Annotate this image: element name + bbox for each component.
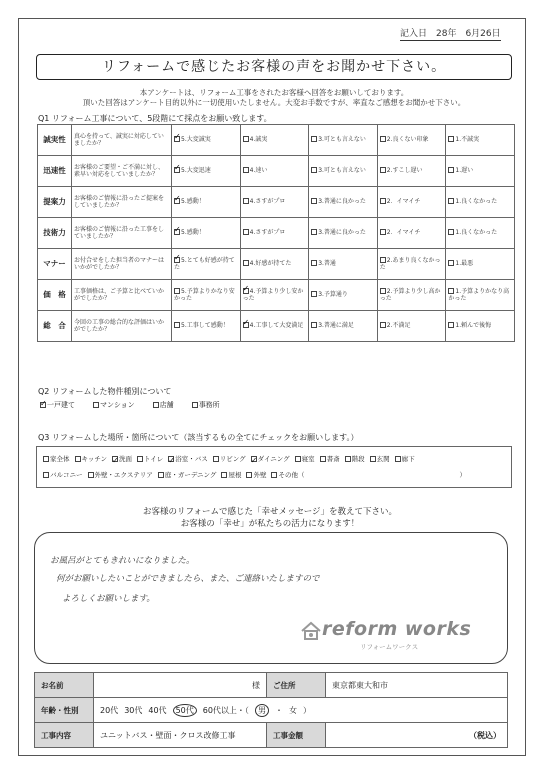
checkbox-icon[interactable]	[174, 288, 180, 294]
amount-value: （税込）	[326, 723, 508, 748]
q1-option-label: 5.感動！	[181, 229, 205, 237]
checkbox-icon[interactable]	[243, 229, 249, 235]
q1-option-label: 2．イマイチ	[386, 229, 421, 237]
q3-option-label: 外壁	[253, 471, 267, 479]
checkbox-icon[interactable]	[448, 167, 454, 173]
intro-line: 頂いた回答はアンケート目的以外に一切使用いたしません。大変お手数ですが、率直なご感想をお聞かせ下さい。	[82, 98, 466, 107]
q1-row-question: 真心を持って、誠実に対応していましたか？	[72, 125, 172, 156]
q3-line-2	[43, 467, 505, 483]
q3-option[interactable]	[345, 455, 365, 463]
customer-info-table	[34, 672, 508, 748]
q1-option-label: 2.良くない印象	[386, 136, 429, 144]
checkbox-icon[interactable]	[395, 456, 401, 462]
checkbox-icon[interactable]	[43, 472, 49, 478]
q3-option[interactable]	[271, 471, 304, 479]
checkbox-icon[interactable]	[380, 136, 386, 142]
q1-option[interactable]	[446, 280, 515, 311]
checkbox-icon[interactable]	[271, 472, 277, 478]
checkbox-icon[interactable]	[311, 167, 317, 173]
q2-option-label: 事務所	[198, 401, 220, 409]
work-label: 工事内容	[35, 723, 94, 748]
checkbox-icon[interactable]	[380, 288, 386, 294]
q1-option[interactable]	[240, 311, 309, 342]
company-logo-sub: リフォームワークス	[360, 643, 419, 651]
q3-option[interactable]	[251, 455, 290, 463]
q1-option-label: 2.予算より少し高かった	[379, 287, 441, 302]
q1-row	[38, 280, 515, 311]
house-logo-icon	[300, 621, 322, 645]
q1-row-question: 今回の工事の総合的な評価はいかがでしたか？	[72, 311, 172, 342]
message-intro-line: お客様の「幸せ」が私たちの活力になります！	[180, 519, 360, 529]
checkbox-icon[interactable]	[174, 322, 180, 328]
checked-checkbox-icon[interactable]	[40, 402, 46, 408]
q1-option[interactable]	[172, 218, 241, 249]
q1-option-label: 5.大変迅速	[181, 167, 211, 175]
q3-option-label: 家全体	[50, 455, 70, 463]
checkbox-icon[interactable]	[345, 456, 351, 462]
q1-row-label: マナー	[38, 249, 72, 280]
q3-option-label: 寝室	[301, 455, 315, 463]
name-value: 様	[94, 673, 267, 698]
q1-row-question: 工事価格は、ご予算と比べていかがでしたか？	[72, 280, 172, 311]
q3-option[interactable]	[75, 455, 108, 463]
checkbox-icon[interactable]	[311, 229, 317, 235]
q1-row	[38, 125, 515, 156]
checkbox-icon[interactable]	[448, 136, 454, 142]
q1-option[interactable]	[446, 125, 515, 156]
q1-option[interactable]	[377, 280, 446, 311]
q1-option-label: 3.普通に良かった	[318, 229, 366, 237]
q1-option[interactable]	[172, 125, 241, 156]
q1-option[interactable]	[377, 311, 446, 342]
age-option: 40代	[148, 705, 167, 715]
q1-row-label: 迅速性	[38, 156, 72, 187]
q1-option[interactable]	[172, 187, 241, 218]
q1-option[interactable]	[377, 156, 446, 187]
q1-option-label: 5.とても好感が持てた	[174, 256, 235, 271]
q3-option[interactable]	[168, 455, 208, 463]
page-title: リフォームで感じたお客様の声をお聞かせ下さい。	[36, 54, 512, 80]
q1-option[interactable]	[172, 249, 241, 280]
q1-option[interactable]	[446, 218, 515, 249]
q1-row	[38, 249, 515, 280]
q1-row-question: お付合せをした担当者のマナーはいかがでしたか？	[72, 249, 172, 280]
q3-option[interactable]	[213, 455, 246, 463]
q1-rating-table	[37, 124, 515, 342]
q3-other-close: ）	[459, 471, 466, 479]
q1-option[interactable]	[172, 280, 241, 311]
checkbox-icon[interactable]	[380, 229, 386, 235]
checkbox-icon[interactable]	[243, 260, 249, 266]
q1-option-label: 5.工事して感動！	[181, 322, 229, 330]
checkbox-icon[interactable]	[243, 136, 249, 142]
age-label: 年齢・性別	[35, 698, 94, 723]
q1-option[interactable]	[240, 280, 309, 311]
checkbox-icon[interactable]	[311, 136, 317, 142]
q1-option[interactable]	[377, 125, 446, 156]
q1-option[interactable]	[377, 218, 446, 249]
q1-option[interactable]	[377, 249, 446, 280]
q3-option[interactable]	[43, 455, 70, 463]
q1-option-label: 5.感動！	[181, 198, 205, 206]
age-option: 20代	[100, 705, 119, 715]
q1-option-label: 1.良くなかった	[455, 198, 498, 206]
q1-option-label: 1.遅い	[455, 167, 474, 175]
q1-option[interactable]	[240, 125, 309, 156]
checked-checkbox-icon[interactable]	[174, 198, 180, 204]
q1-option-label: 4.さすがプロ	[249, 229, 286, 237]
checkbox-icon[interactable]	[320, 456, 326, 462]
q1-row-label: 技術力	[38, 218, 72, 249]
checkbox-icon[interactable]	[243, 167, 249, 173]
age-option: ）	[302, 705, 311, 715]
age-option-selected: 50代	[173, 704, 197, 717]
age-option: 60代以上・（	[202, 705, 249, 715]
q3-option[interactable]	[43, 471, 83, 479]
checkbox-icon[interactable]	[192, 402, 198, 408]
q1-row-label: 提案力	[38, 187, 72, 218]
checked-checkbox-icon[interactable]	[112, 456, 118, 462]
q1-row-question: お客様のご要望・ご不満に対し、素早い対応をしていましたか？	[72, 156, 172, 187]
q3-option-label: 書斎	[326, 455, 340, 463]
q1-option-label: 4.さすがプロ	[249, 198, 286, 206]
q1-option-label: 4.予算より少し安かった	[242, 287, 304, 302]
q1-option[interactable]	[240, 187, 309, 218]
checkbox-icon[interactable]	[221, 472, 227, 478]
age-option: 30代	[124, 705, 143, 715]
checkbox-icon[interactable]	[380, 198, 386, 204]
checkbox-icon[interactable]	[311, 291, 317, 297]
q3-option[interactable]	[395, 455, 415, 463]
q3-options	[36, 446, 512, 488]
checkbox-icon[interactable]	[380, 257, 386, 263]
checkbox-icon[interactable]	[311, 260, 317, 266]
q3-option-label: キッチン	[81, 455, 108, 463]
q1-row-label: 誠実性	[38, 125, 72, 156]
q1-option[interactable]	[240, 218, 309, 249]
handwritten-line: お風呂がとてもきれいになりました。	[50, 556, 195, 566]
q1-option-label: 3.可とも言えない	[318, 167, 366, 175]
q1-option-label: 4.工事して大変満足	[249, 322, 304, 330]
q2-option-label: マンション	[100, 401, 135, 409]
q1-option[interactable]	[309, 311, 378, 342]
q1-row-question: お客様のご情報に沿ったご提案をしていましたか？	[72, 187, 172, 218]
checked-checkbox-icon[interactable]	[174, 136, 180, 142]
q3-option[interactable]	[112, 455, 132, 463]
q1-option[interactable]	[446, 187, 515, 218]
q1-option-label: 4.速い	[249, 167, 268, 175]
checkbox-icon[interactable]	[43, 456, 49, 462]
q1-option-label: 2.あまり良くなかった	[379, 256, 441, 271]
q1-option-label: 4.好感が持てた	[249, 260, 292, 268]
work-value: ユニットバス・壁面・クロス改修工事	[94, 723, 267, 748]
age-option: 女	[288, 705, 297, 715]
q1-option[interactable]	[309, 218, 378, 249]
q2-option-label: 一戸建て	[47, 401, 75, 409]
q1-row	[38, 311, 515, 342]
message-intro	[40, 506, 500, 530]
q1-option[interactable]	[309, 187, 378, 218]
checkbox-icon[interactable]	[448, 260, 454, 266]
q2-options	[40, 400, 238, 410]
age-option: ・	[274, 705, 283, 715]
q3-heading: Q3 リフォームした場所・箇所について（該当するもの全てにチェックをお願いします。）	[38, 433, 359, 442]
q3-option-label: 廊下	[401, 455, 415, 463]
handwritten-line: よろしくお願いします。	[62, 594, 155, 604]
q2-option-label: 店舗	[159, 401, 174, 409]
checkbox-icon[interactable]	[93, 402, 99, 408]
checkbox-icon[interactable]	[448, 229, 454, 235]
q1-option-label: 4.誠実	[249, 136, 268, 144]
handwritten-line: 何がお願いしたいことができましたら、また、ご連絡いたしますので	[56, 574, 320, 584]
checked-checkbox-icon[interactable]	[174, 229, 180, 235]
age-options	[94, 698, 508, 723]
q1-option[interactable]	[309, 280, 378, 311]
checkbox-icon[interactable]	[370, 456, 376, 462]
entry-date: 記入日 28年 6月26日	[400, 26, 501, 41]
checkbox-icon[interactable]	[158, 472, 164, 478]
q1-option-label: 5.予算よりかなり安かった	[174, 287, 235, 302]
q3-option-label: 庭・ガーデニング	[164, 471, 217, 479]
q2-heading: Q2 リフォームした物件種別について	[38, 387, 172, 396]
q1-option[interactable]	[446, 311, 515, 342]
q1-row	[38, 156, 515, 187]
q1-option-label: 1.予算よりかなり高かった	[448, 287, 510, 302]
q3-option-label: 洗面	[119, 455, 133, 463]
checkbox-icon[interactable]	[448, 322, 454, 328]
q2-option[interactable]	[40, 401, 75, 409]
q1-option[interactable]	[309, 156, 378, 187]
q3-option-label: 浴室・バス	[175, 455, 208, 463]
q1-option-label: 1.最悪	[455, 260, 474, 268]
q3-option-label: 外壁・エクステリア	[94, 471, 153, 479]
q3-option[interactable]	[88, 471, 153, 479]
q3-option[interactable]	[158, 471, 217, 479]
q3-option-label: 玄関	[376, 455, 390, 463]
intro-line: 本アンケートは、リフォーム工事をされたお客様へ回答をお願いしております。	[139, 88, 409, 97]
checkbox-icon[interactable]	[213, 456, 219, 462]
checkbox-icon[interactable]	[75, 456, 81, 462]
checkbox-icon[interactable]	[243, 198, 249, 204]
q3-option-label: 屋根	[228, 471, 242, 479]
checked-checkbox-icon[interactable]	[251, 456, 257, 462]
q3-line-1	[43, 451, 505, 467]
q1-option-label: 3.普通	[318, 260, 336, 268]
checkbox-icon[interactable]	[380, 167, 386, 173]
checked-checkbox-icon[interactable]	[174, 257, 180, 263]
q1-option[interactable]	[446, 156, 515, 187]
q1-option[interactable]	[377, 187, 446, 218]
message-intro-line: お客様のリフォームで感じた「幸せメッセージ」を教えて下さい。	[142, 507, 398, 517]
checked-checkbox-icon[interactable]	[174, 167, 180, 173]
q1-option-label: 2.不満足	[386, 322, 411, 330]
q3-option[interactable]	[137, 455, 163, 463]
q3-option[interactable]	[221, 471, 241, 479]
q1-option[interactable]	[240, 249, 309, 280]
checkbox-icon[interactable]	[153, 402, 159, 408]
q1-option-label: 2.すこし遅い	[386, 167, 423, 175]
q1-option-label: 2．イマイチ	[386, 198, 421, 206]
q1-option[interactable]	[172, 311, 241, 342]
q3-option-label: ダイニング	[257, 455, 290, 463]
q3-option[interactable]	[246, 471, 266, 479]
checkbox-icon[interactable]	[448, 198, 454, 204]
q1-option-label: 3.普通に満足	[318, 322, 354, 330]
q1-row	[38, 187, 515, 218]
name-label: お名前	[35, 673, 94, 698]
checkbox-icon[interactable]	[311, 322, 317, 328]
checkbox-icon[interactable]	[246, 472, 252, 478]
address-label: ご住所	[267, 673, 326, 698]
q3-option-label: その他（	[278, 471, 305, 479]
age-option-selected: 男	[255, 704, 269, 717]
q3-option[interactable]	[295, 455, 315, 463]
checked-checkbox-icon[interactable]	[243, 288, 249, 294]
company-logo: reform works	[322, 618, 472, 640]
checkbox-icon[interactable]	[88, 472, 94, 478]
checked-checkbox-icon[interactable]	[168, 456, 174, 462]
q2-option[interactable]	[192, 401, 220, 409]
q2-option[interactable]	[153, 401, 174, 409]
q3-option-label: リビング	[219, 455, 246, 463]
q1-heading: Q1 リフォーム工事について、5段階にて採点をお願い致します。	[38, 114, 272, 123]
checkbox-icon[interactable]	[311, 198, 317, 204]
q1-option-label: 5.大変誠実	[181, 136, 211, 144]
checked-checkbox-icon[interactable]	[243, 322, 249, 328]
q1-option[interactable]	[240, 156, 309, 187]
q1-option-label: 3.予算通り	[318, 291, 348, 299]
q1-option[interactable]	[309, 249, 378, 280]
q3-option-label: 階段	[351, 455, 365, 463]
checkbox-icon[interactable]	[295, 456, 301, 462]
q2-option[interactable]	[93, 401, 135, 409]
checkbox-icon[interactable]	[380, 322, 386, 328]
q1-option[interactable]	[309, 125, 378, 156]
q1-option[interactable]	[446, 249, 515, 280]
q1-option-label: 1.良くなかった	[455, 229, 498, 237]
checkbox-icon[interactable]	[137, 456, 143, 462]
q1-option[interactable]	[172, 156, 241, 187]
intro-text	[40, 88, 508, 108]
q1-option-label: 1.頼んで後悔	[455, 322, 492, 330]
q1-option-label: 3.普通に良かった	[318, 198, 366, 206]
q3-option-label: バルコニー	[50, 471, 83, 479]
q3-option-label: トイレ	[144, 455, 164, 463]
amount-label: 工事金額	[267, 723, 326, 748]
q3-option[interactable]	[320, 455, 340, 463]
q1-row-label: 価 格	[38, 280, 72, 311]
q1-row-question: お客様のご情報に沿った工事をしていましたか？	[72, 218, 172, 249]
q1-row-label: 総 合	[38, 311, 72, 342]
q1-option-label: 3.可とも言えない	[318, 136, 366, 144]
checkbox-icon[interactable]	[448, 288, 454, 294]
address-value: 東京都東大和市	[326, 673, 508, 698]
q1-row	[38, 218, 515, 249]
q1-option-label: 1.不誠実	[455, 136, 480, 144]
q3-option[interactable]	[370, 455, 390, 463]
